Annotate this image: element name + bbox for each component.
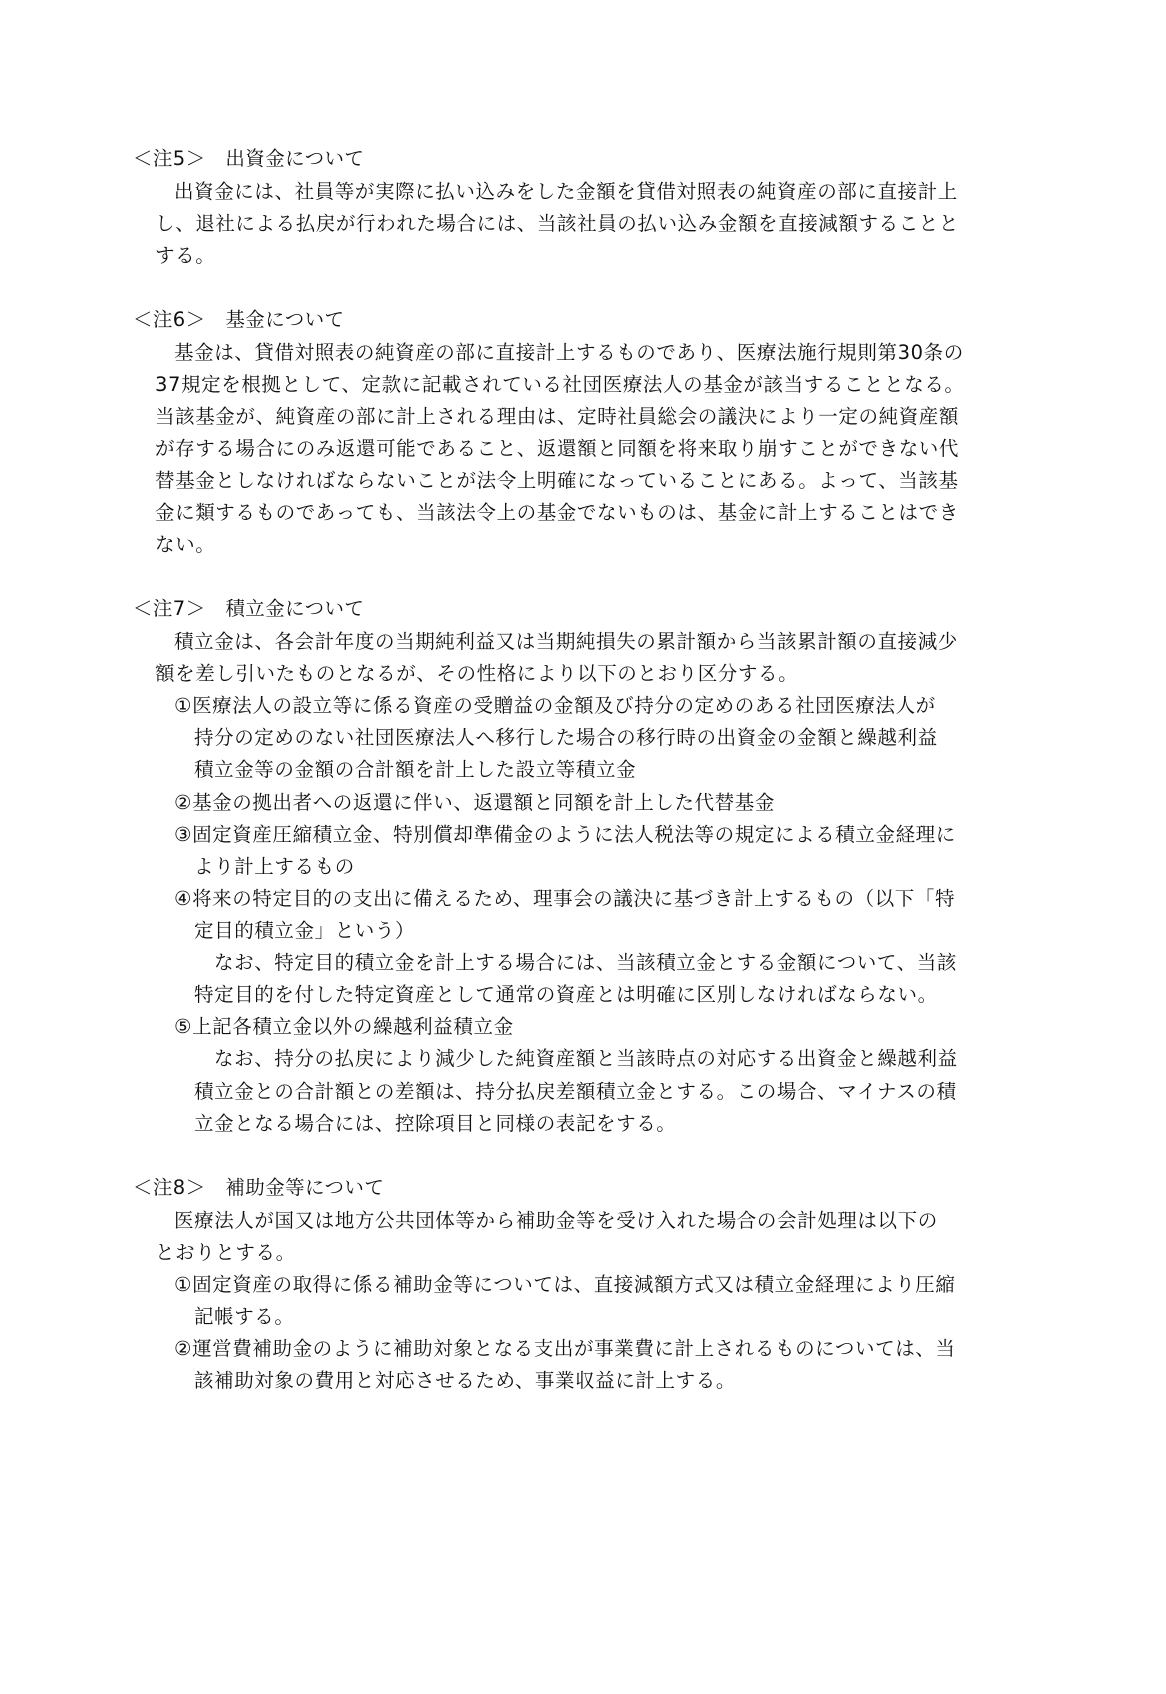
note-5-line-1: 出資金には、社員等が実際に払い込みをした金額を貸借対照表の純資産の部に直接計上 [174,180,958,203]
note-5-line-3: する。 [155,244,216,267]
note-7-item-5-note-line-3: 立金となる場合には、控除項目と同様の表記をする。 [194,1112,677,1135]
note-6-line-7: ない。 [155,533,216,556]
note-8-item-1-line-2: 記帳する。 [194,1305,295,1328]
note-8-item-2-line-1: ②運営費補助金のように補助対象となる支出が事業費に計上されるものについては、当 [174,1337,956,1360]
note-7-item-5-note-line-2: 積立金との合計額との差額は、持分払戻差額積立金とする。この場合、マイナスの積 [194,1080,957,1103]
note-7-item-1-line-1: ①医療法人の設立等に係る資産の受贈益の金額及び持分の定めのある社団医療法人が [174,694,936,717]
note-7-item-1-line-3: 積立金等の金額の合計額を計上した設立等積立金 [194,758,637,781]
note-7-item-5-note-line-1: なお、持分の払戻により減少した純資産額と当該時点の対応する出資金と繰越利益 [214,1047,958,1070]
note-6-line-3: 当該基金が、純資産の部に計上される理由は、定時社員総会の議決により一定の純資産額 [155,405,960,428]
note-6-heading: ＜注6＞ 基金について [133,308,345,331]
note-6-line-2: 37規定を根拠として、定款に記載されている社団医療法人の基金が該当することとなる。 [155,373,965,396]
note-7-heading: ＜注7＞ 積立金について [133,597,365,620]
note-7-line-2: 額を差し引いたものとなるが、その性格により以下のとおり区分する。 [155,662,799,685]
note-7-item-3-line-2: より計上するもの [194,855,355,878]
note-7-item-4-line-1: ④将来の特定目的の支出に備えるため、理事会の議決に基づき計上するもの（以下「特 [174,887,956,910]
note-6-line-5: 替基金としなければならないことが法令上明確になっていることにある。よって、当該基 [155,469,959,492]
note-5-line-2: し、退社による払戻が行われた場合には、当該社員の払い込み金額を直接減額することと [155,212,960,235]
note-8-item-2-line-2: 該補助対象の費用と対応させるため、事業収益に計上する。 [194,1369,736,1392]
note-7-item-1-line-2: 持分の定めのない社団医療法人へ移行した場合の移行時の出資金の金額と繰越利益 [194,726,938,749]
note-8-line-1: 医療法人が国又は地方公共団体等から補助金等を受け入れた場合の会計処理は以下の [174,1209,938,1232]
note-6-line-1: 基金は、貸借対照表の純資産の部に直接計上するものであり、医療法施行規則第30条の [174,341,964,364]
note-8-line-2: とおりとする。 [155,1241,296,1264]
note-7-item-4-line-2: 定目的積立金」という） [194,919,416,942]
note-6-line-4: が存する場合にのみ返還可能であること、返還額と同額を将来取り崩すことができない代 [155,437,960,460]
note-5-heading: ＜注5＞ 出資金について [133,147,365,170]
note-7-item-4-note-line-1: なお、特定目的積立金を計上する場合には、当該積立金とする金額について、当該 [214,951,957,974]
note-7-item-5-line-1: ⑤上記各積立金以外の繰越利益積立金 [174,1015,514,1038]
note-7-line-1: 積立金は、各会計年度の当期純利益又は当期純損失の累計額から当該累計額の直接減少 [174,630,958,653]
note-8-item-1-line-1: ①固定資産の取得に係る補助金等については、直接減額方式又は積立金経理により圧縮 [174,1273,956,1296]
note-8-heading: ＜注8＞ 補助金等について [133,1176,385,1199]
note-6-line-6: 金に類するものであっても、当該法令上の基金でないものは、基金に計上することはでき [155,501,959,524]
note-7-item-2-line-1: ②基金の拠出者への返還に伴い、返還額と同額を計上した代替基金 [174,791,775,814]
note-7-item-4-note-line-2: 特定目的を付した特定資産として通常の資産とは明確に区別しなければならない。 [194,983,938,1006]
note-7-item-3-line-1: ③固定資産圧縮積立金、特別償却準備金のように法人税法等の規定による積立金経理に [174,823,956,846]
